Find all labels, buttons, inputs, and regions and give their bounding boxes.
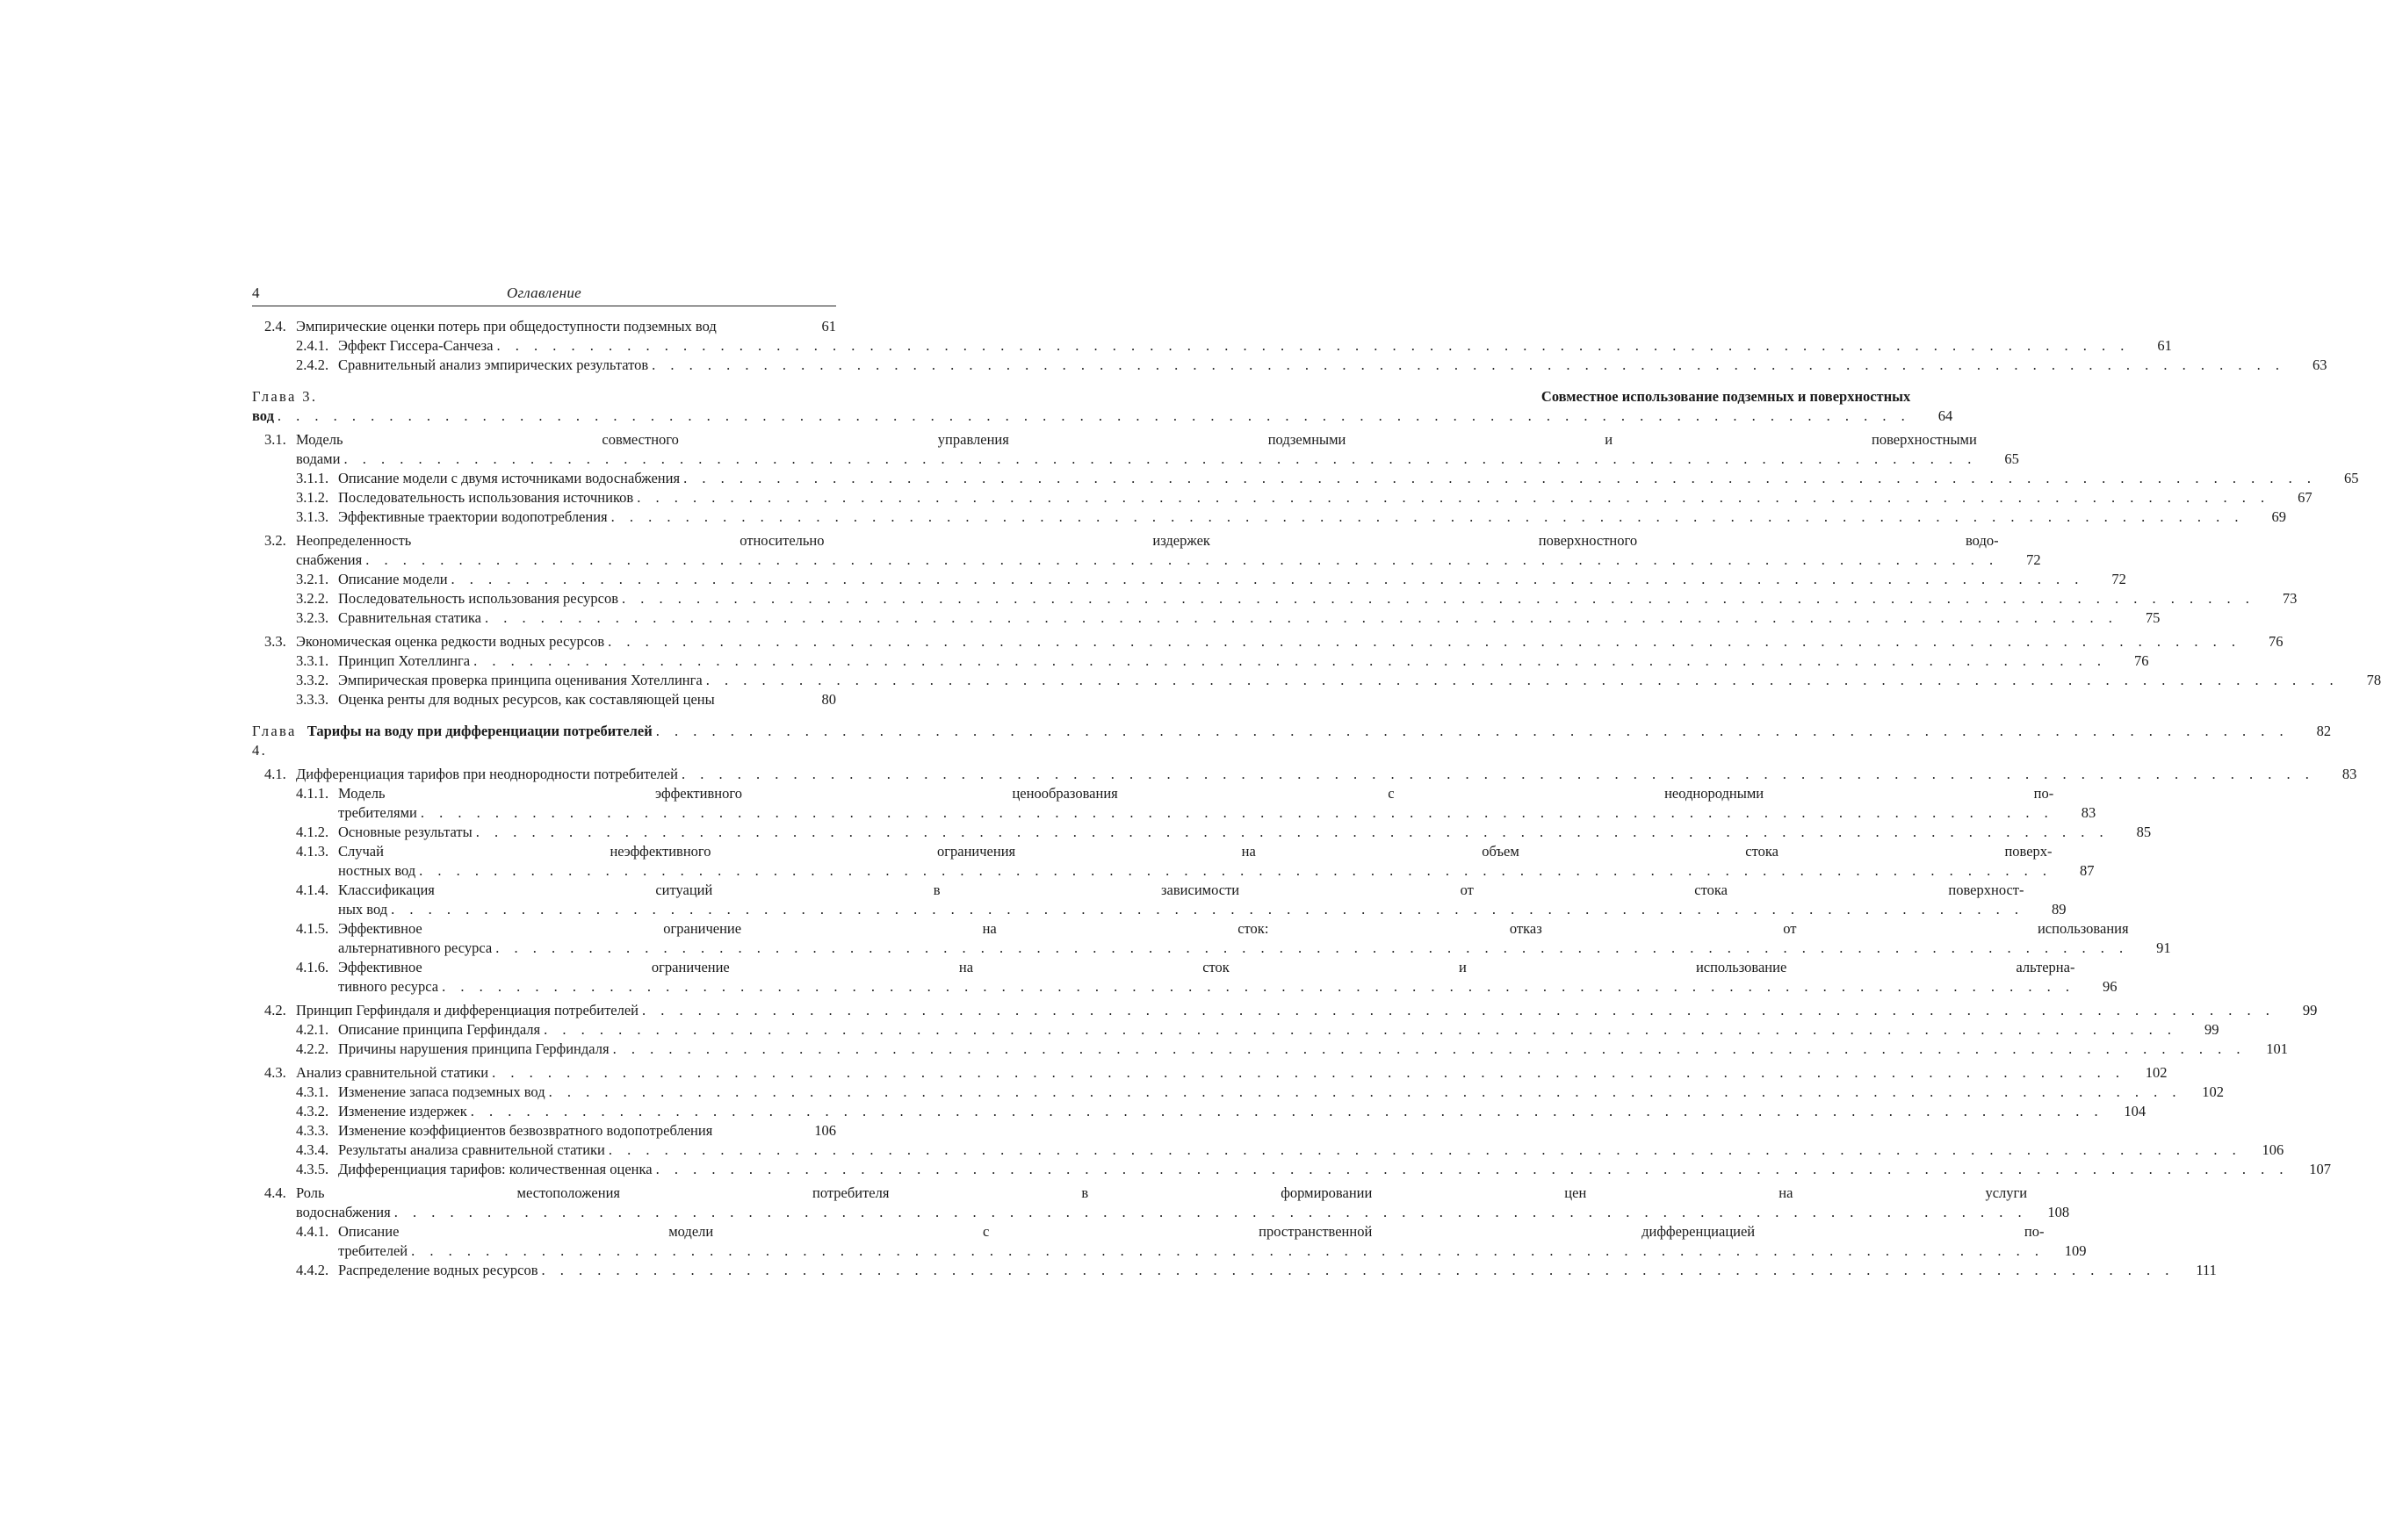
toc-entry[interactable] <box>252 632 2284 651</box>
toc-page-number: 73 <box>2282 590 2298 607</box>
toc-entry-number: 4.3. <box>264 1064 286 1081</box>
dot-leader <box>340 450 1976 469</box>
toc-entry-title: Тарифы на воду при дифференциации потребителей <box>307 723 653 739</box>
running-title: Оглавление <box>506 284 582 301</box>
toc-entry[interactable] <box>252 784 2096 823</box>
toc-entry[interactable] <box>252 1040 2288 1059</box>
dot-leader <box>610 1040 2246 1059</box>
toc-entry[interactable] <box>252 651 2149 671</box>
toc-entry-number: 4.2. <box>264 1002 286 1018</box>
toc-entry-title: вод <box>252 407 274 424</box>
dot-leader <box>362 551 1998 570</box>
dot-leader <box>387 900 2024 919</box>
toc-entry-title: Основные результаты <box>338 824 473 840</box>
toc-entry[interactable] <box>252 589 2298 608</box>
toc-entry[interactable] <box>252 823 2152 842</box>
dot-leader <box>618 589 2255 608</box>
toc-page-number: 69 <box>2271 508 2286 525</box>
toc-entry[interactable] <box>252 356 2327 375</box>
toc-page-number: 82 <box>2316 723 2332 739</box>
toc-entry-number: 3.1.2. <box>296 489 329 506</box>
toc-entry[interactable] <box>252 958 2118 997</box>
toc-entry[interactable] <box>252 608 2161 628</box>
toc-page-number: 99 <box>2204 1021 2219 1038</box>
toc-entry[interactable] <box>252 1141 2284 1160</box>
toc-entry-number: 3.3.1. <box>296 652 329 669</box>
toc-page-number: 85 <box>2136 824 2152 840</box>
toc-entry[interactable] <box>252 1160 2331 1179</box>
toc-page-number: 63 <box>2312 356 2327 373</box>
toc-page-number: 72 <box>2026 551 2041 568</box>
toc-page-number: 76 <box>2133 652 2149 669</box>
toc-entry[interactable] <box>252 317 836 336</box>
toc-page-number: 107 <box>2309 1161 2331 1177</box>
toc-page-number: 106 <box>2262 1141 2284 1158</box>
toc-entry-title: Сравнительная статика <box>338 609 481 626</box>
toc-entry[interactable] <box>252 488 2312 507</box>
toc-entry-number: 4.1.6. <box>296 959 329 975</box>
toc-entry-number: 3.1. <box>264 431 286 448</box>
toc-entry-title: Дифференциация тарифов: количественная оценка <box>338 1161 653 1177</box>
toc-page-number: 109 <box>2064 1242 2087 1259</box>
toc-entry[interactable] <box>252 1261 2217 1280</box>
dot-leader <box>391 1203 2027 1222</box>
dot-leader <box>481 608 2118 628</box>
toc-entry[interactable] <box>252 1083 2224 1102</box>
table-of-contents <box>252 317 2381 1280</box>
toc-entry-title: Дифференциация тарифов при неоднородности потребителей <box>296 766 678 782</box>
toc-page-number: 106 <box>814 1122 836 1139</box>
toc-entry[interactable] <box>252 722 2332 760</box>
toc-entry[interactable] <box>252 1222 2087 1261</box>
toc-entry-title: Совместное использование подземных и поверхностных <box>1540 388 1911 405</box>
toc-page-number: 65 <box>2004 450 2019 467</box>
dot-leader <box>678 765 2314 784</box>
toc-page-number: 99 <box>2302 1002 2318 1018</box>
dot-leader <box>448 570 2084 589</box>
book-page <box>252 281 2381 1280</box>
toc-entry[interactable] <box>252 430 2019 469</box>
toc-entry-number: 4.1.5. <box>296 920 329 937</box>
toc-entry[interactable] <box>252 336 2172 356</box>
toc-entry-title: Эффективные траектории водопотребления <box>338 508 608 525</box>
toc-page-number: 61 <box>821 318 836 335</box>
toc-page-number: 87 <box>2080 862 2095 879</box>
toc-entry-number: 3.3.2. <box>296 672 329 688</box>
toc-entry[interactable] <box>252 919 2171 958</box>
dot-leader <box>680 469 2316 488</box>
toc-page-number: 67 <box>2298 489 2312 506</box>
toc-entry-title: Эффективное ограничение на сток и использование альтерна- <box>338 959 2075 975</box>
toc-entry-number: 3.3.3. <box>296 691 329 708</box>
dot-leader <box>470 651 2106 671</box>
toc-entry-number: 4.2.1. <box>296 1021 329 1038</box>
toc-entry[interactable] <box>252 531 2041 570</box>
page-number: 4 <box>252 284 260 301</box>
toc-entry-number: 4.3.3. <box>296 1122 329 1139</box>
toc-entry-title: снабжения <box>296 551 363 568</box>
toc-entry-title: Причины нарушения принципа Герфиндаля <box>338 1040 610 1057</box>
toc-entry-number: 4.4.2. <box>296 1262 329 1278</box>
toc-entry-title: Модель эффективного ценообразования с неоднородными по- <box>338 785 2054 802</box>
toc-entry-title: Изменение запаса подземных вод <box>338 1083 545 1100</box>
toc-entry-title: требителями <box>338 804 417 821</box>
toc-entry-title: Анализ сравнительной статики <box>296 1064 489 1081</box>
dot-leader <box>633 488 2269 507</box>
toc-entry-number: 4.1.4. <box>296 882 329 898</box>
toc-page-number: 108 <box>2047 1204 2070 1220</box>
toc-entry-number: 4.3.2. <box>296 1103 329 1119</box>
toc-entry[interactable] <box>252 1102 2147 1121</box>
running-header <box>252 281 836 306</box>
dot-leader <box>408 1241 2044 1261</box>
toc-entry[interactable] <box>252 1184 2070 1222</box>
toc-entry-title: Классификация ситуаций в зависимости от стока поверхност- <box>338 882 2024 898</box>
toc-entry-number: 3.2.1. <box>296 571 329 587</box>
toc-entry-number: 2.4. <box>264 318 286 335</box>
dot-leader <box>274 407 1910 426</box>
toc-entry-title: ных вод <box>338 901 388 918</box>
toc-page-number: 78 <box>2366 672 2381 688</box>
toc-entry-number: 3.2.3. <box>296 609 329 626</box>
toc-entry-title: Случай неэффективного ограничения на объем стока поверх- <box>338 843 2053 860</box>
toc-entry-title: водами <box>296 450 341 467</box>
toc-entry[interactable] <box>252 881 2067 919</box>
toc-entry-title: Эмпирическая проверка принципа оценивания Хотеллинга <box>338 672 703 688</box>
dot-leader <box>473 823 2109 842</box>
dot-leader <box>653 1160 2289 1179</box>
toc-entry-title: альтернативного ресурса <box>338 939 493 956</box>
toc-page-number: 83 <box>2341 766 2357 782</box>
toc-entry[interactable] <box>252 1020 2219 1040</box>
toc-entry-number: 3.2.2. <box>296 590 329 607</box>
toc-entry-number: 2.4.1. <box>296 337 329 354</box>
toc-entry-title: водоснабжения <box>296 1204 391 1220</box>
toc-entry-number: 4.1.1. <box>296 785 329 802</box>
toc-entry-number: 3.1.3. <box>296 508 329 525</box>
toc-entry-number: 4.3.1. <box>296 1083 329 1100</box>
dot-leader <box>438 977 2074 997</box>
dot-leader <box>540 1020 2176 1040</box>
toc-entry[interactable] <box>252 1001 2318 1020</box>
toc-entry-title: Последовательность использования ресурсов <box>338 590 618 607</box>
dot-leader <box>467 1102 2103 1121</box>
toc-entry-number: 4.3.5. <box>296 1161 329 1177</box>
dot-leader <box>639 1001 2275 1020</box>
dot-leader <box>415 861 2052 881</box>
toc-entry-number: 3.2. <box>264 532 286 549</box>
dot-leader <box>653 722 2289 741</box>
toc-entry-title: Эмпирические оценки потерь при общедоступности подземных вод <box>296 318 717 335</box>
toc-entry-title: Принцип Хотеллинга <box>338 652 471 669</box>
dot-leader <box>492 939 2128 958</box>
toc-entry[interactable] <box>252 387 1953 426</box>
dot-leader <box>703 671 2339 690</box>
toc-page-number: 91 <box>2156 939 2171 956</box>
toc-entry-title: Результаты анализа сравнительной статики <box>338 1141 605 1158</box>
dot-leader <box>417 803 2053 823</box>
toc-entry-title: Неопределенность относительно издержек поверхностного водо- <box>296 532 1999 549</box>
toc-entry-title: Модель совместного управления подземными и поверхностными <box>296 431 1977 448</box>
toc-entry-title: Оценка ренты для водных ресурсов, как составляющей цены <box>338 691 715 708</box>
toc-entry-title: Описание модели <box>338 571 448 587</box>
toc-page-number: 75 <box>2145 609 2161 626</box>
toc-entry-title: требителей <box>338 1242 408 1259</box>
toc-entry-number: 4.1.2. <box>296 824 329 840</box>
toc-entry[interactable] <box>252 469 2359 488</box>
toc-entry-title: Описание принципа Герфиндаля <box>338 1021 541 1038</box>
toc-page-number: 80 <box>821 691 836 708</box>
toc-page-number: 83 <box>2081 804 2096 821</box>
toc-page-number: 111 <box>2196 1262 2217 1278</box>
toc-entry-number: 4.1. <box>264 766 286 782</box>
dot-leader <box>608 507 2244 527</box>
toc-entry-title: ностных вод <box>338 862 416 879</box>
toc-entry-number: 4.4.1. <box>296 1223 329 1240</box>
toc-entry[interactable] <box>252 1121 836 1141</box>
toc-entry-title: Роль местоположения потребителя в формировании цен на услуги <box>296 1184 2028 1201</box>
toc-entry-title: Изменение издержек <box>338 1103 467 1119</box>
dot-leader <box>545 1083 2182 1102</box>
toc-entry-title: Эффект Гиссера-Санчеза <box>338 337 494 354</box>
dot-leader <box>488 1063 2125 1083</box>
toc-entry-number: 4.4. <box>264 1184 286 1201</box>
toc-entry-number: 4.1.3. <box>296 843 329 860</box>
toc-entry-number: 2.4.2. <box>296 356 329 373</box>
toc-page-number: 96 <box>2102 978 2118 995</box>
toc-entry-number: 4.3.4. <box>296 1141 329 1158</box>
toc-entry-title: Последовательность использования источников <box>338 489 634 506</box>
toc-page-number: 64 <box>1937 407 1953 424</box>
toc-page-number: 102 <box>2145 1064 2168 1081</box>
toc-entry[interactable] <box>252 1063 2168 1083</box>
toc-page-number: 61 <box>2157 337 2172 354</box>
toc-entry-title: Описание модели с пространственной дифференциацией по- <box>338 1223 2045 1240</box>
toc-entry-title: Описание модели с двумя источниками водоснабжения <box>338 470 681 486</box>
dot-leader <box>605 1141 2241 1160</box>
toc-entry-title: Эффективное ограничение на сток: отказ от использования <box>338 920 2129 937</box>
toc-entry[interactable] <box>252 765 2357 784</box>
toc-entry-title: Изменение коэффициентов безвозвратного водопотребления <box>338 1122 713 1139</box>
dot-leader <box>648 356 2284 375</box>
toc-page-number: 89 <box>2052 901 2067 918</box>
toc-entry-title: Принцип Герфиндаля и дифференциация потребителей <box>296 1002 639 1018</box>
toc-entry[interactable] <box>252 671 2381 690</box>
dot-leader <box>493 336 2129 356</box>
toc-entry[interactable] <box>252 570 2126 589</box>
toc-entry[interactable] <box>252 507 2286 527</box>
toc-entry-title: Экономическая оценка редкости водных ресурсов <box>296 633 605 650</box>
toc-entry-title: тивного ресурса <box>338 978 439 995</box>
toc-page-number: 102 <box>2202 1083 2224 1100</box>
toc-page-number: 76 <box>2269 633 2284 650</box>
dot-leader <box>604 632 2240 651</box>
toc-page-number: 72 <box>2111 571 2126 587</box>
chapter-label: Глава 4. <box>252 723 297 759</box>
toc-entry-number: 3.3. <box>264 633 286 650</box>
chapter-label: Глава 3. <box>252 388 318 405</box>
toc-page-number: 101 <box>2266 1040 2288 1057</box>
toc-entry[interactable] <box>252 690 836 709</box>
dot-leader <box>538 1261 2175 1280</box>
toc-entry[interactable] <box>252 842 2095 881</box>
toc-entry-number: 4.2.2. <box>296 1040 329 1057</box>
toc-page-number: 104 <box>2124 1103 2147 1119</box>
toc-entry-title: Сравнительный анализ эмпирических результатов <box>338 356 649 373</box>
toc-entry-number: 3.1.1. <box>296 470 329 486</box>
toc-page-number: 65 <box>2343 470 2359 486</box>
toc-entry-title: Распределение водных ресурсов <box>338 1262 538 1278</box>
